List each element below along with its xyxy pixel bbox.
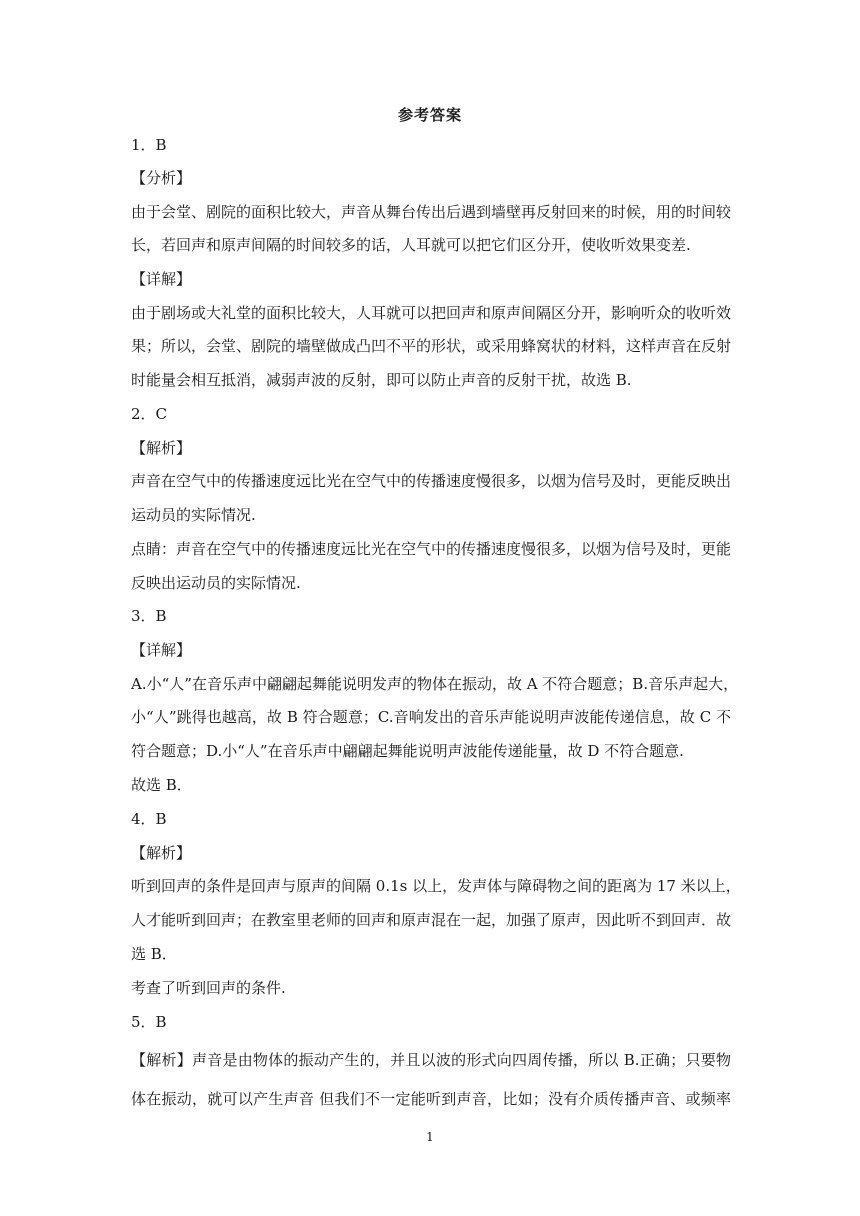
text-line: 长，若回声和原声间隔的时间较多的话，人耳就可以把它们区分开，使收听效果变差. [131, 236, 691, 254]
page-title: 参考答案 [397, 106, 462, 124]
answer-number: 1．B [131, 136, 167, 154]
text-line: 点睛：声音在空气中的传播速度远比光在空气中的传播速度慢很多，以烟为信号及时，更能 [131, 540, 732, 558]
section-heading: 【详解】 [131, 641, 192, 659]
answer-number: 2．C [131, 405, 168, 423]
section-heading: 【解析】 [131, 844, 192, 862]
answer-number: 4．B [131, 810, 167, 828]
text-line: 故选 B． [131, 776, 192, 794]
text-line: 选 B． [131, 945, 177, 963]
text-line: 符合题意；D.小“人”在音乐声中翩翩起舞能说明声波能传递能量，故 D 不符合题意. [131, 742, 684, 760]
answer-number: 3．B [131, 607, 167, 625]
section-heading: 【分析】 [131, 169, 192, 187]
section-heading: 【详解】 [131, 270, 192, 288]
page-number: 1 [426, 1130, 434, 1144]
text-line: 运动员的实际情况. [131, 506, 256, 524]
text-line: 人才能听到回声；在教室里老师的回声和原声混在一起，加强了原声，因此听不到回声．故 [131, 911, 732, 929]
text-line: 声音在空气中的传播速度远比光在空气中的传播速度慢很多，以烟为信号及时，更能反映出 [131, 472, 732, 490]
text-line: 反映出运动员的实际情况. [131, 574, 301, 592]
text-line: 由于剧场或大礼堂的面积比较大，人耳就可以把回声和原声间隔区分开，影响听众的收听效 [131, 304, 732, 322]
text-line: 考查了听到回声的条件. [131, 979, 286, 997]
answer-number: 5．B [131, 1013, 167, 1031]
section-heading: 【解析】 [131, 439, 192, 457]
text-line: 由于会堂、剧院的面积比较大，声音从舞台传出后遇到墙壁再反射回来的时候，用的时间较 [131, 203, 732, 221]
text-line: 【解析】声音是由物体的振动产生的，并且以波的形式向四周传播，所以 B.正确；只要物 [131, 1051, 731, 1069]
text-line: A.小“人”在音乐声中翩翩起舞能说明发声的物体在振动，故 A 不符合题意；B.音乐声起大， [131, 675, 739, 693]
text-line: 果；所以，会堂、剧院的墙壁做成凸凹不平的形状，或采用蜂窝状的材料，这样声音在反射 [131, 337, 732, 355]
text-line: 时能量会相互抵消，减弱声波的反射，即可以防止声音的反射干扰，故选 B. [131, 371, 632, 389]
text-line: 小“人”跳得也越高，故 B 符合题意；C.音响发出的音乐声能说明声波能传递信息，故 C 不 [131, 708, 731, 726]
text-line: 体在振动，就可以产生声音 但我们不一定能听到声音，比如；没有介质传播声音、或频率 [131, 1090, 731, 1108]
text-line: 听到回声的条件是回声与原声的间隔 0.1s 以上，发声体与障碍物之间的距离为 17 米以上， [131, 877, 741, 895]
